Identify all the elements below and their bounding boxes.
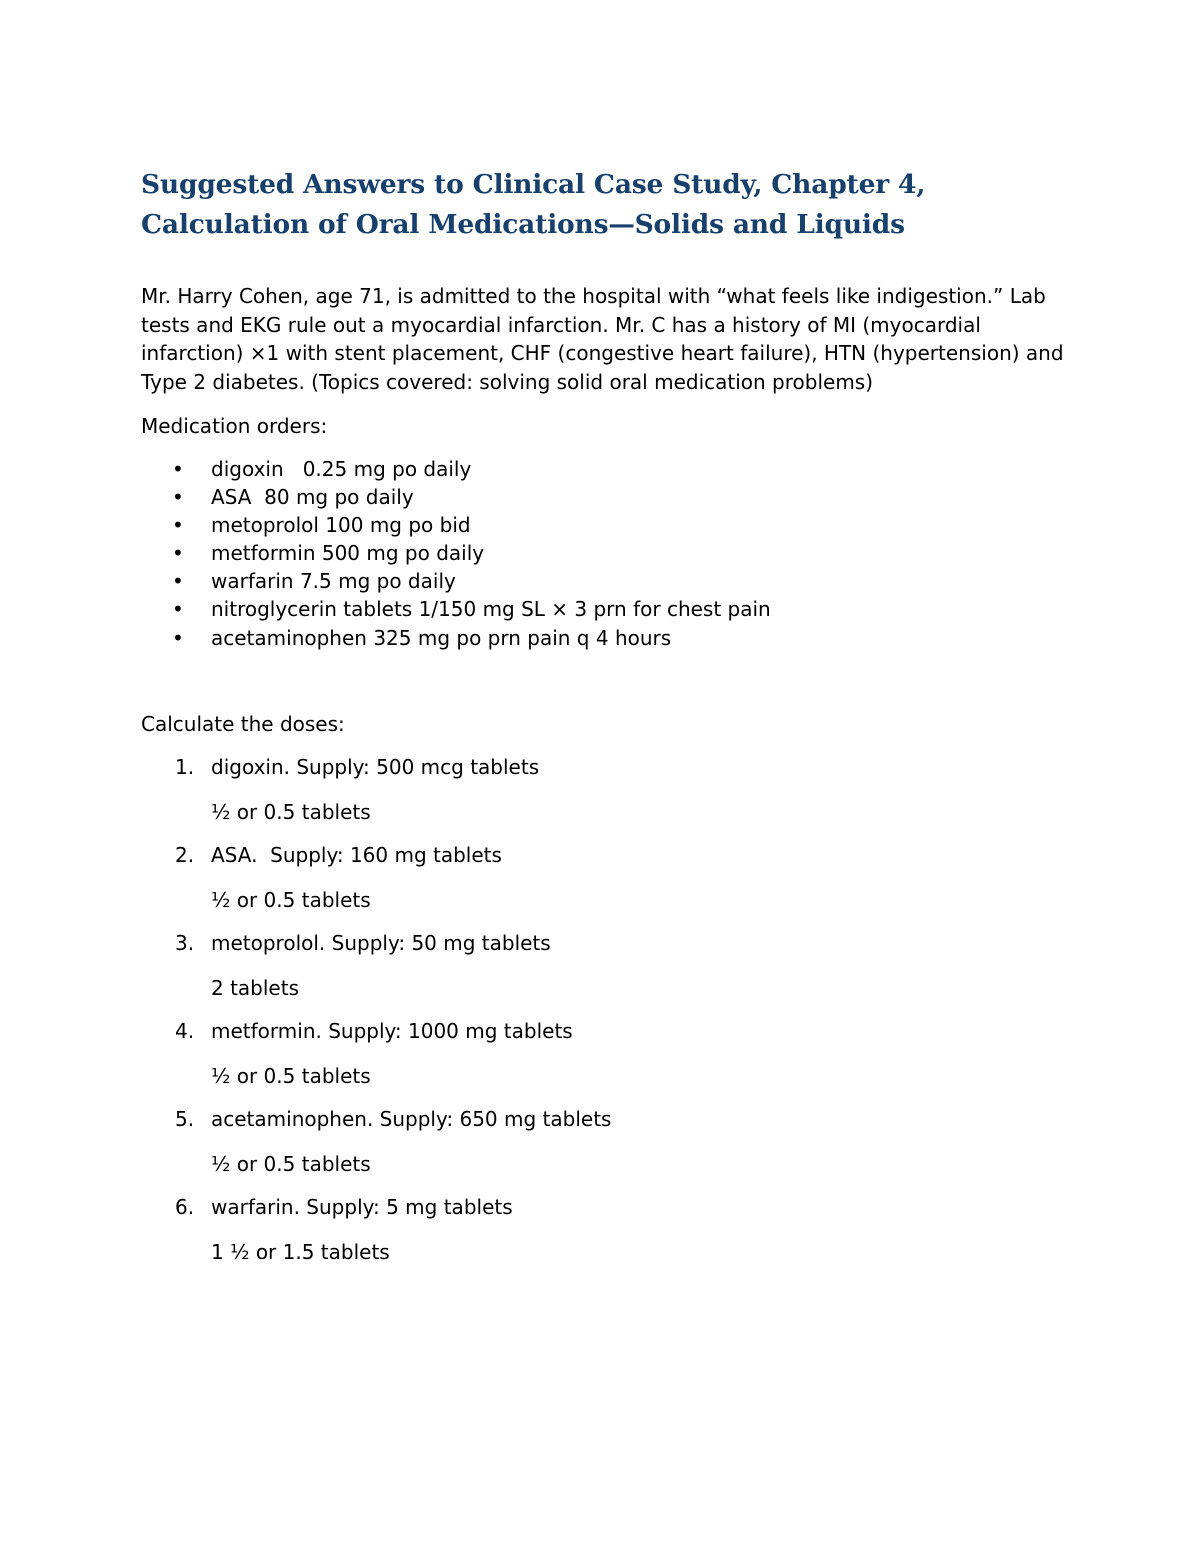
medication-orders-list	[141, 455, 1076, 652]
medication-order-text: acetaminophen 325 mg po prn pain q 4 hours	[211, 625, 672, 650]
bullet-icon: •	[172, 625, 184, 650]
dose-number: 3.	[175, 931, 195, 956]
document-title: Suggested Answers to Clinical Case Study, Chapter 4, Calculation of Oral Medications—Solids and Liquids	[141, 169, 926, 240]
medication-order-item	[141, 595, 1076, 623]
dose-item	[141, 841, 1076, 914]
calculate-doses-label: Calculate the doses:	[141, 711, 345, 736]
dose-question: ASA. Supply: 160 mg tablets	[211, 843, 502, 868]
dose-question: digoxin. Supply: 500 mcg tablets	[211, 755, 540, 780]
dose-answer: 2 tablets	[211, 975, 299, 1000]
case-intro-paragraph: Mr. Harry Cohen, age 71, is admitted to the hospital with “what feels like indigestion.” Lab tests and EKG rule out a myocardial infarction. Mr. C has a history of MI (myocardial infarction) ×1 with stent placement, CHF (congestive heart failure), HTN (hypertension) and Type 2 diabetes. (Topics covered: solving solid oral medication problems)	[141, 284, 1064, 394]
medication-order-text: ASA 80 mg po daily	[211, 484, 414, 509]
medication-order-text: nitroglycerin tablets 1/150 mg SL × 3 prn for chest pain	[211, 597, 771, 622]
bullet-icon: •	[172, 484, 184, 509]
medication-order-item	[141, 567, 1076, 595]
medication-order-item	[141, 624, 1076, 652]
dose-answer: 1 ½ or 1.5 tablets	[211, 1239, 390, 1264]
dose-number: 1.	[175, 755, 195, 780]
bullet-icon: •	[172, 541, 184, 566]
dose-answer: ½ or 0.5 tablets	[211, 887, 371, 912]
dose-question: metoprolol. Supply: 50 mg tablets	[211, 931, 551, 956]
dose-question: acetaminophen. Supply: 650 mg tablets	[211, 1107, 612, 1132]
dose-answer: ½ or 0.5 tablets	[211, 1063, 371, 1088]
dose-item	[141, 1105, 1076, 1178]
medication-order-item	[141, 511, 1076, 539]
bullet-icon: •	[172, 456, 184, 481]
medication-order-item	[141, 455, 1076, 483]
medication-order-text: digoxin 0.25 mg po daily	[211, 456, 472, 481]
dose-answer: ½ or 0.5 tablets	[211, 799, 371, 824]
dose-number: 4.	[175, 1019, 195, 1044]
dose-number: 6.	[175, 1195, 195, 1220]
bullet-icon: •	[172, 512, 184, 537]
medication-order-item	[141, 539, 1076, 567]
dose-item	[141, 1017, 1076, 1090]
dose-question: warfarin. Supply: 5 mg tablets	[211, 1195, 513, 1220]
dose-question: metformin. Supply: 1000 mg tablets	[211, 1019, 573, 1044]
medication-order-text: metoprolol 100 mg po bid	[211, 512, 471, 537]
document-body	[141, 165, 1076, 1281]
dose-item	[141, 753, 1076, 826]
medication-orders-label: Medication orders:	[141, 414, 328, 438]
medication-order-text: warfarin 7.5 mg po daily	[211, 569, 456, 594]
medication-order-item	[141, 483, 1076, 511]
dose-item	[141, 1193, 1076, 1266]
bullet-icon: •	[172, 597, 184, 622]
dose-calculation-list	[141, 753, 1076, 1266]
dose-number: 5.	[175, 1107, 195, 1132]
bullet-icon: •	[172, 569, 184, 594]
dose-number: 2.	[175, 843, 195, 868]
dose-item	[141, 929, 1076, 1002]
dose-answer: ½ or 0.5 tablets	[211, 1151, 371, 1176]
medication-order-text: metformin 500 mg po daily	[211, 541, 485, 566]
